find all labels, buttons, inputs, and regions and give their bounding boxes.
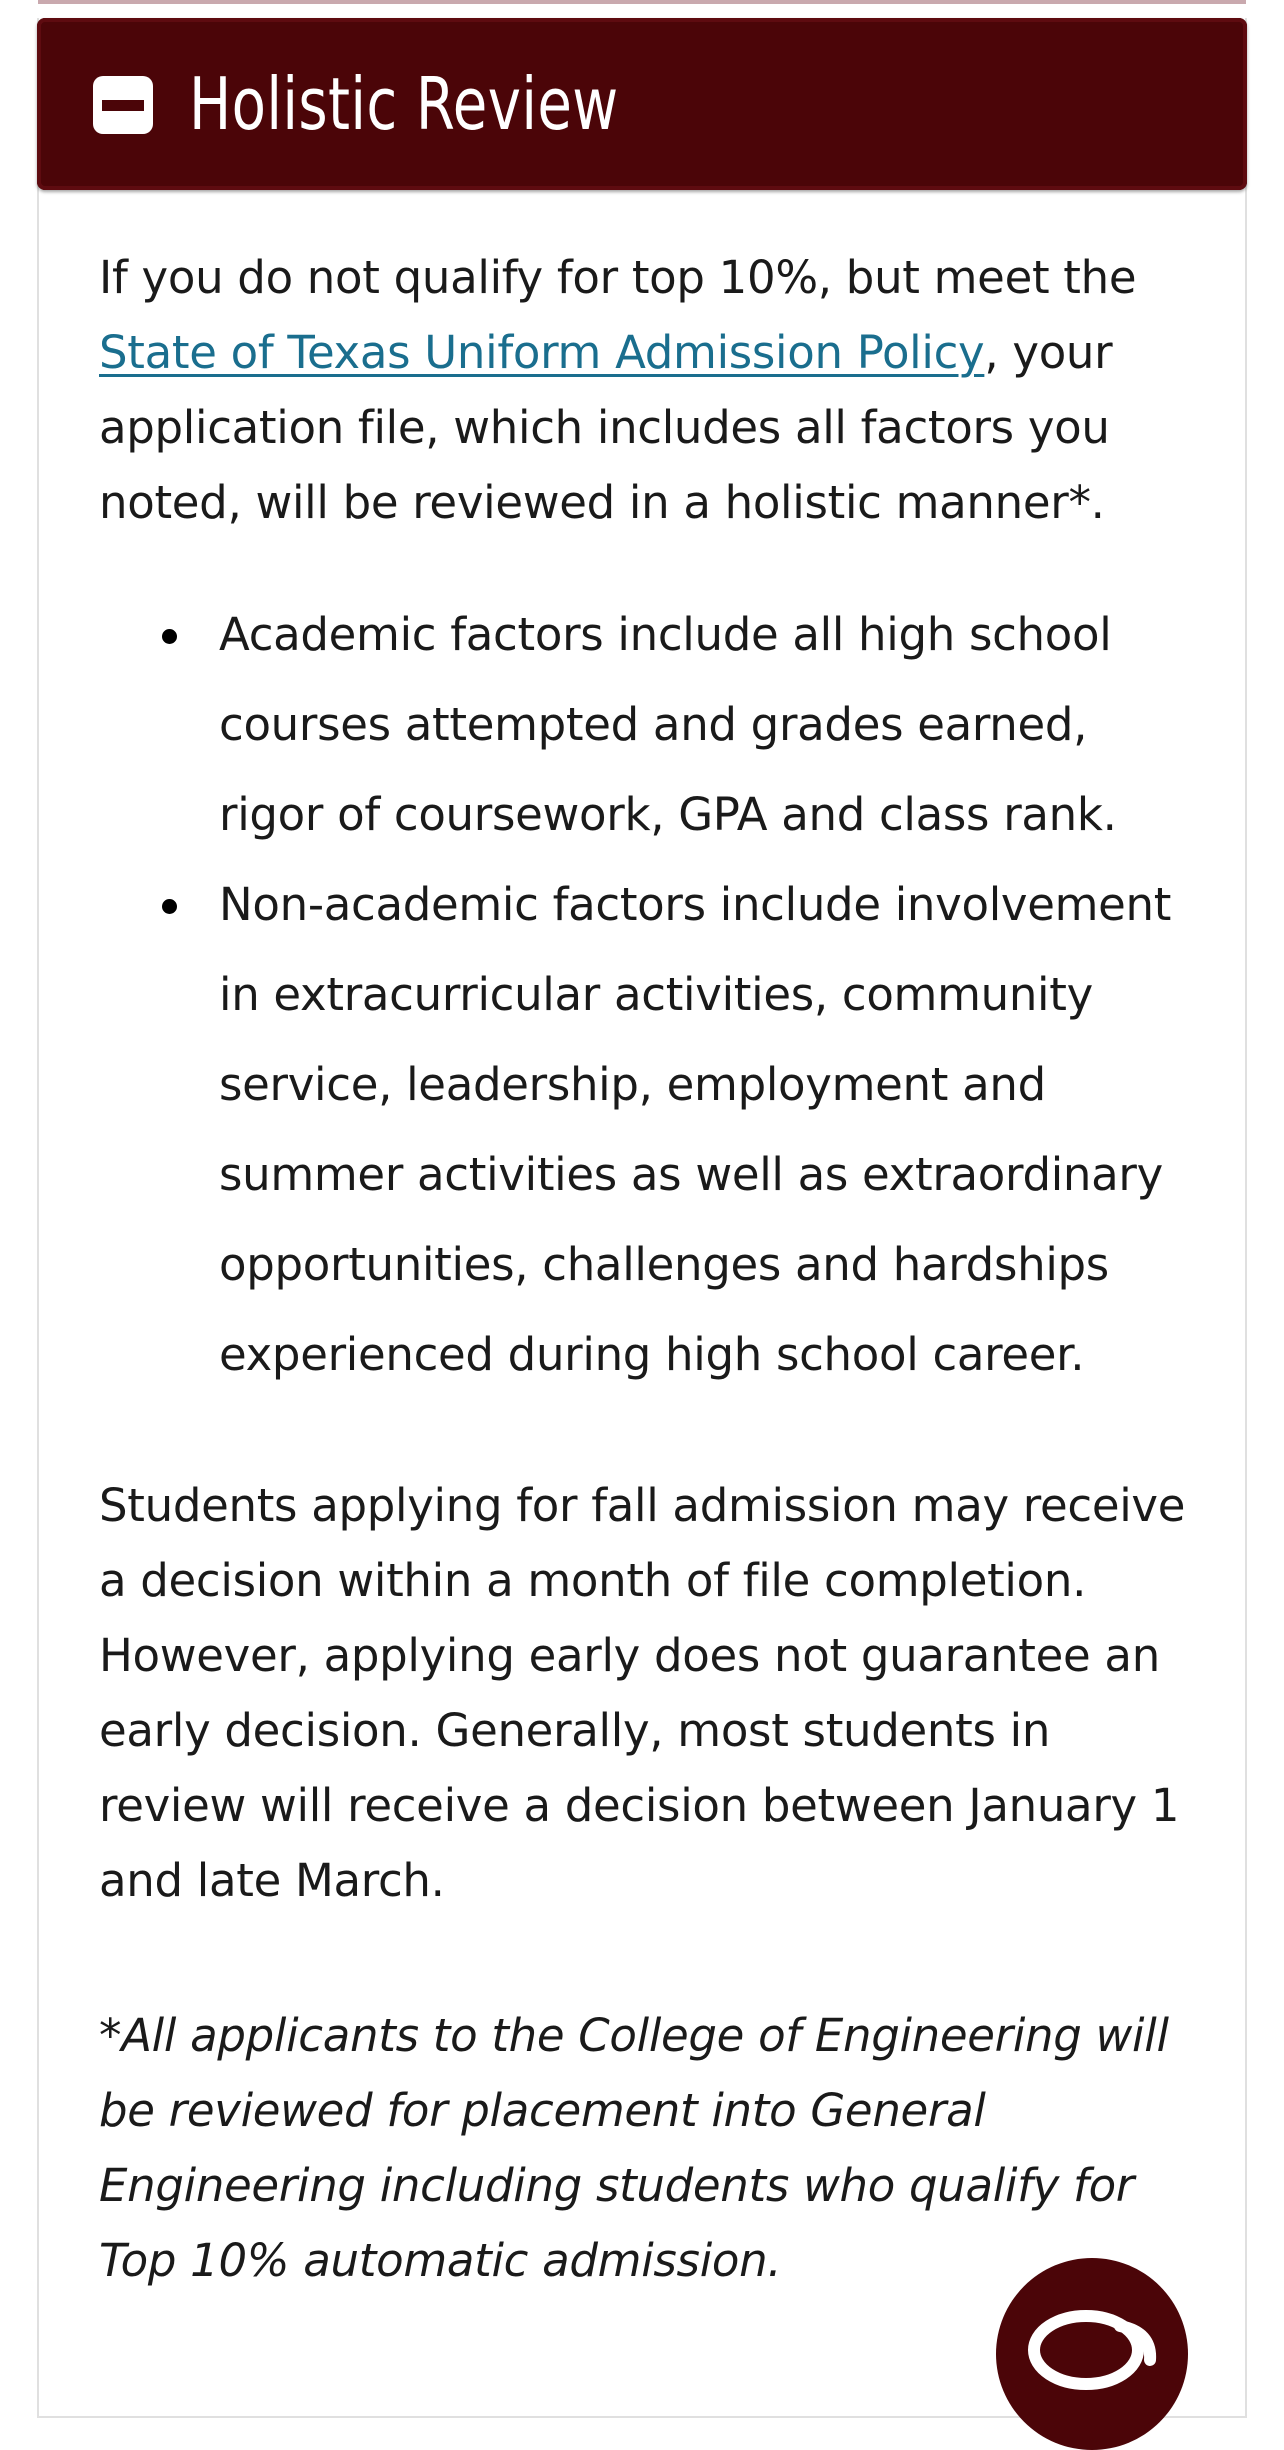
footnote-marker: * [99, 2009, 122, 2062]
holistic-review-accordion-header[interactable] [37, 18, 1247, 190]
list-item-academic-factors: Academic factors include all high school courses attempted and grades earned, rigor of coursework, GPA and class rank. [219, 590, 1199, 860]
review-factors-list [99, 590, 1199, 1400]
chat-button[interactable] [996, 2258, 1188, 2450]
previous-panel-edge [38, 0, 1246, 4]
intro-text-after-link: , your application file, which includes all factors you noted, will be reviewed in a holistic manner*. [99, 326, 1113, 529]
intro-text-before-link: If you do not qualify for top 10%, but meet the [99, 251, 1137, 304]
engineering-footnote [99, 1998, 1199, 2298]
intro-paragraph [99, 240, 1199, 540]
chat-bubble-icon [1024, 2298, 1164, 2418]
minus-square-icon[interactable] [93, 76, 153, 134]
decision-timing-paragraph: Students applying for fall admission may receive a decision within a month of file completion. However, applying early does not guarantee an early decision. Generally, most students in review will receive a decision between January 1 and late March. [99, 1479, 1186, 1907]
accordion-title: Holistic Review [189, 62, 619, 146]
list-item-non-academic-factors: Non-academic factors include involvement in extracurricular activities, community service, leadership, employment and summer activities as well as extraordinary opportunities, challenges and hardships experienced during high school career. [219, 860, 1199, 1400]
footnote-text: All applicants to the College of Engineering will be reviewed for placement into General Engineering including students who qualify for Top 10% automatic admission. [99, 2009, 1169, 2287]
accordion-content [99, 240, 1199, 2298]
uniform-admission-policy-link[interactable]: State of Texas Uniform Admission Policy [99, 326, 985, 379]
